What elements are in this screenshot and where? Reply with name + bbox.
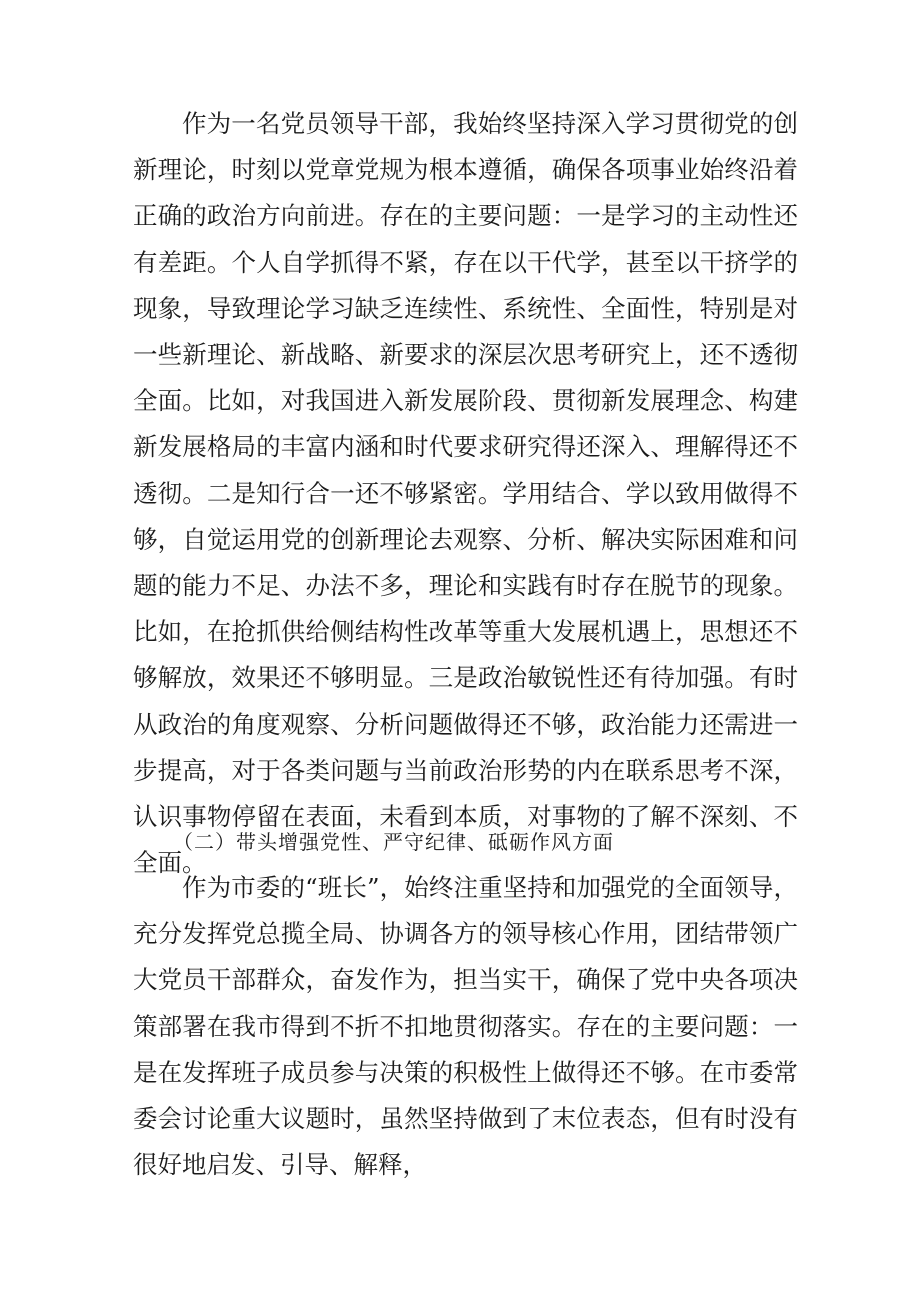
- body-paragraph: 作为市委的“班长”，始终注重坚持和加强党的全面领导，充分发挥党总揽全局、协调各方的领导核心作用，团结带领广大党员干部群众，奋发作为，担当实干，确保了党中央各项决策部署在我市得到不折不扣地贯彻落实。存在的主要问题：一是在发挥班子成员参与决策的积极性上做得还不够。在市委常委会讨论重大议题时，虽然坚持做到了末位表态，但有时没有很好地启发、引导、解释，: [133, 873, 798, 1180]
- paragraph-block-2: [133, 865, 798, 1188]
- paragraph-block-1: [133, 101, 798, 886]
- body-paragraph: 作为一名党员领导干部，我始终坚持深入学习贯彻党的创新理论，时刻以党章党规为根本遵循，确保各项事业始终沿着正确的政治方向前进。存在的主要问题：一是学习的主动性还有差距。个人自学抓得不紧，存在以干代学，甚至以干挤学的现象，导致理论学习缺乏连续性、系统性、全面性，特别是对一些新理论、新战略、新要求的深层次思考研究上，还不透彻全面。比如，对我国进入新发展阶段、贯彻新发展理念、构建新发展格局的丰富内涵和时代要求研究得还深入、理解得还不透彻。二是知行合一还不够紧密。学用结合、学以致用做得不够，自觉运用党的创新理论去观察、分析、解决实际困难和问题的能力不足、办法不多，理论和实践有时存在脱节的现象。比如，在抢抓供给侧结构性改革等重大发展机遇上，思想还不够解放，效果还不够明显。三是政治敏锐性还有待加强。有时从政治的角度观察、分析问题做得还不够，政治能力还需进一步提高，对于各类问题与当前政治形势的内在联系思考不深，认识事物停留在表面，未看到本质，对事物的了解不深刻、不全面。: [133, 109, 798, 878]
- section-heading-block: [133, 819, 798, 865]
- section-heading: （二）带头增强党性、严守纪律、砥砺作风方面: [173, 830, 614, 854]
